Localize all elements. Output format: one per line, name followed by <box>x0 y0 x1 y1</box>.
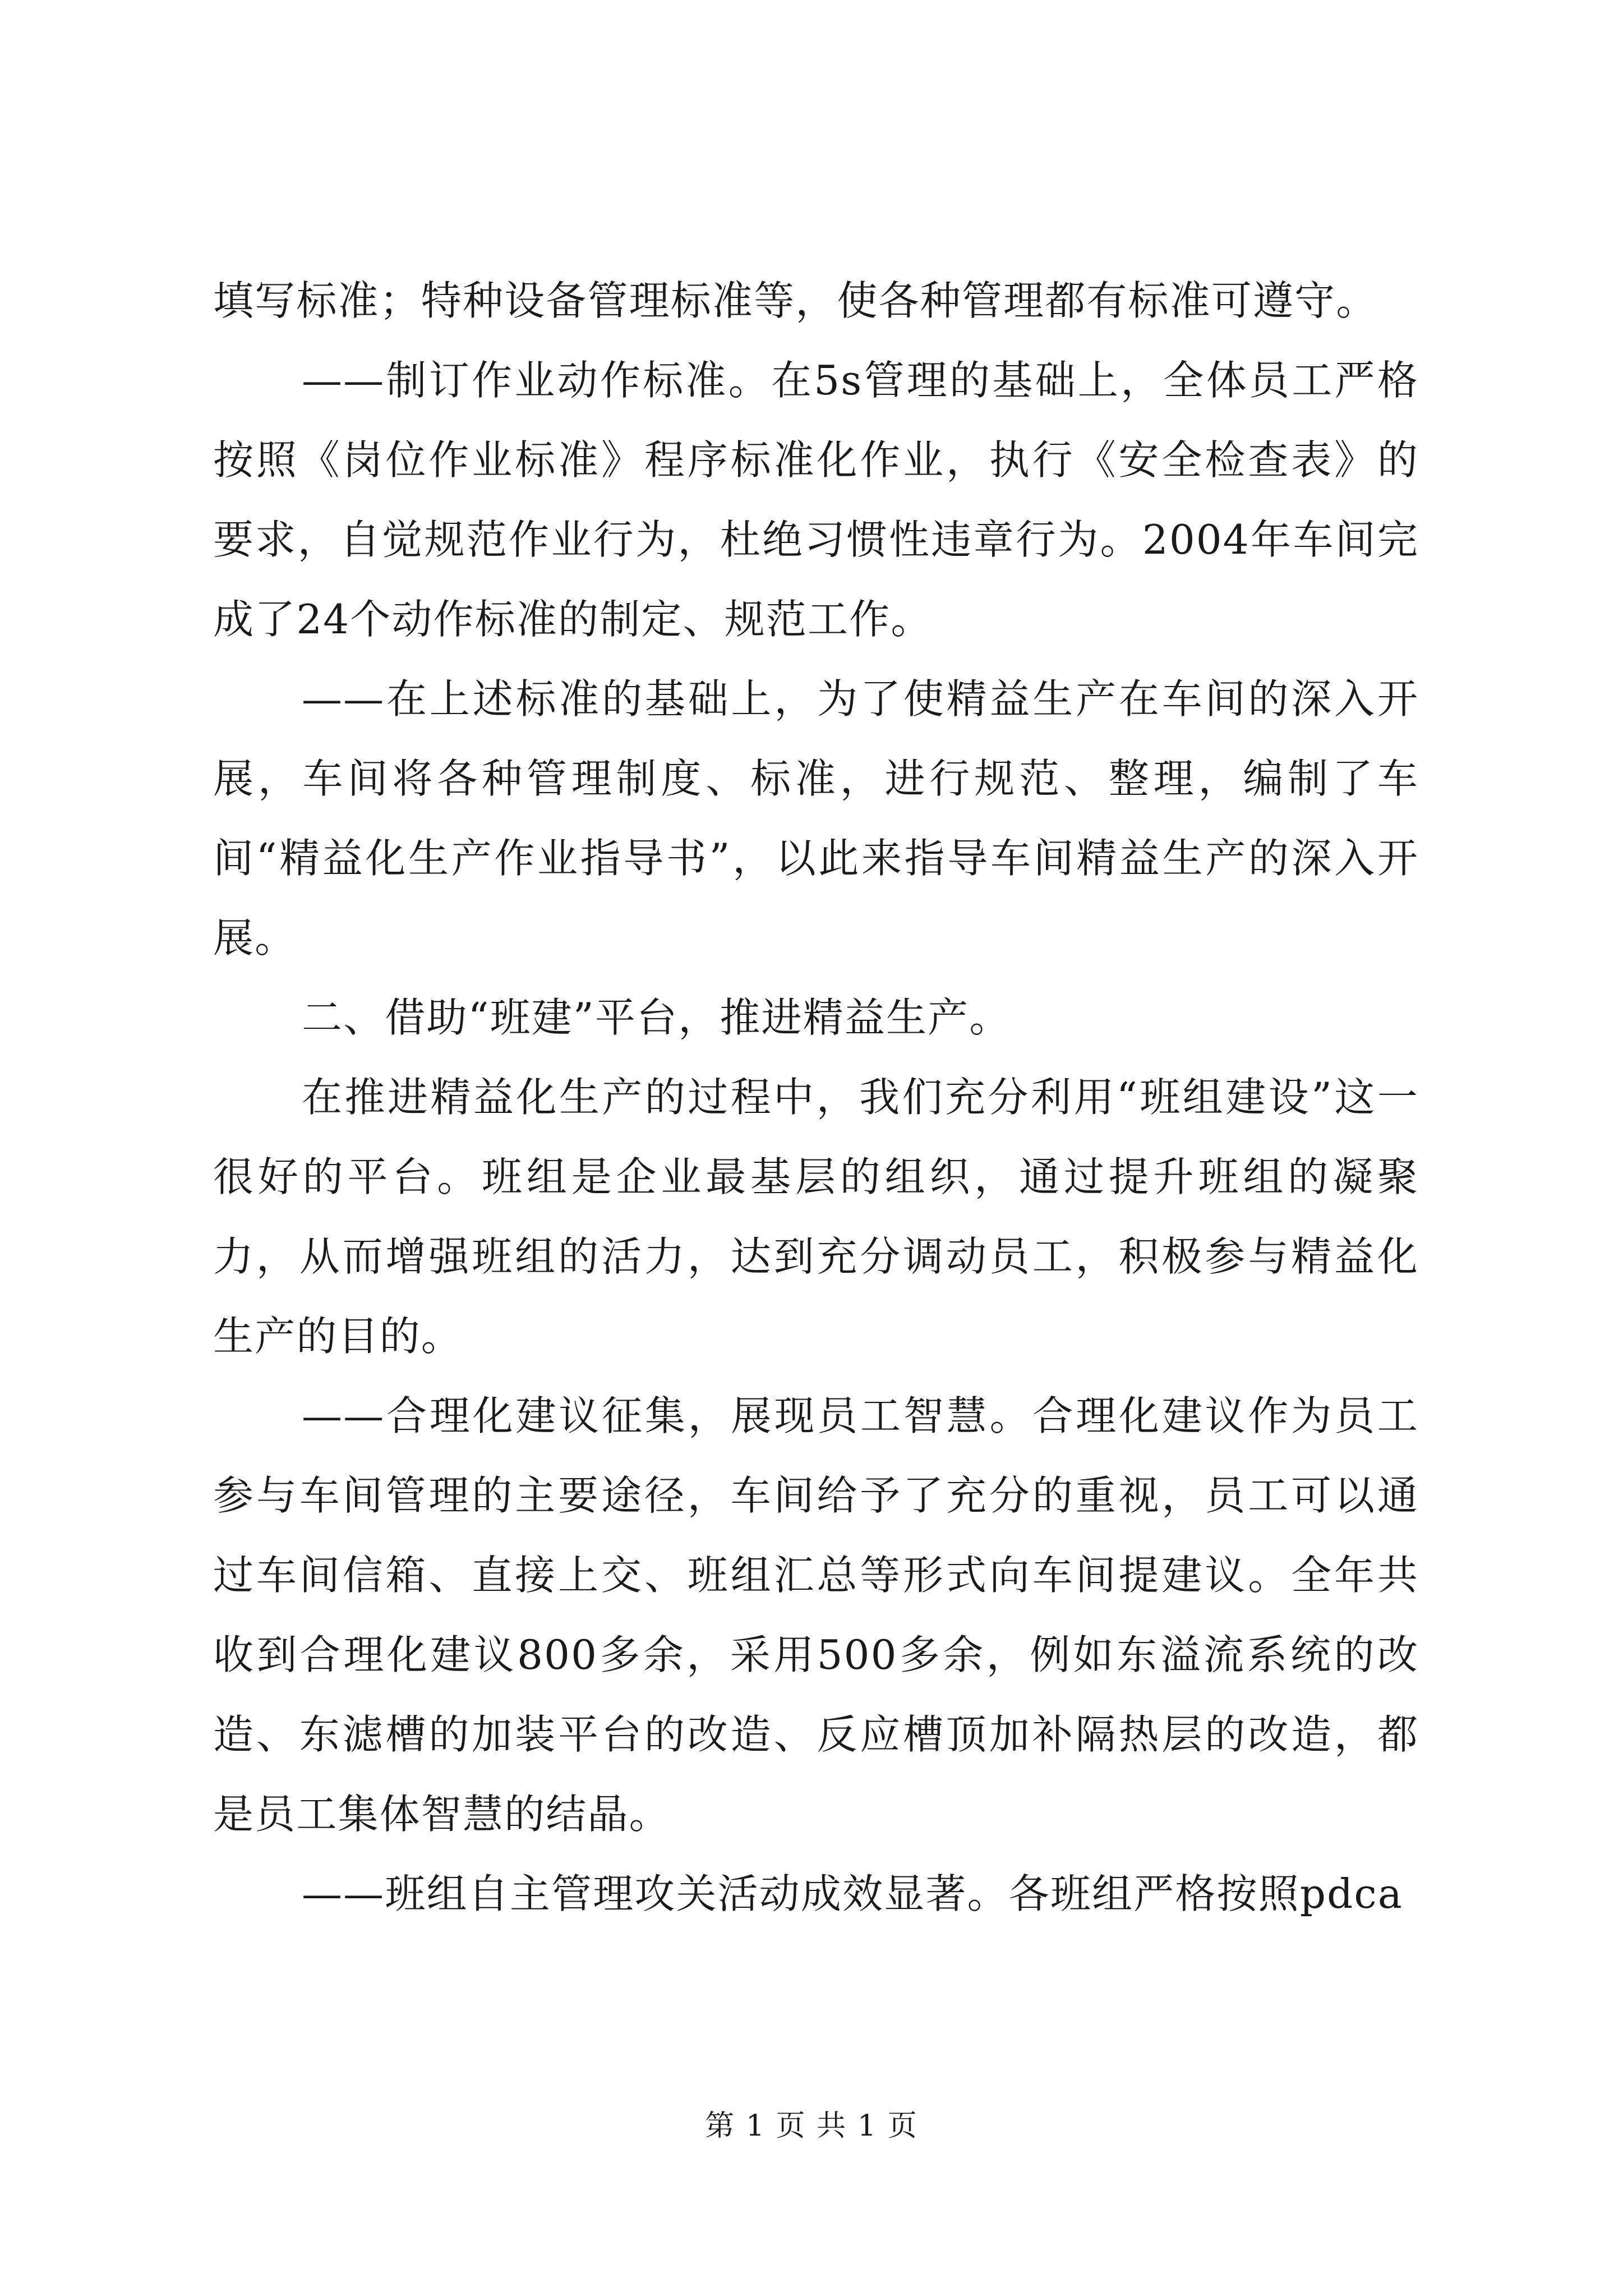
paragraph-2: ——制订作业动作标准。在5s管理的基础上，全体员工严格按照《岗位作业标准》程序标准化作业，执行《安全检查表》的要求，自觉规范作业行为，杜绝习惯性违章行为。2004年车间完成了24个动作标准的制定、规范工作。 <box>213 357 1419 643</box>
paragraph-6: ——合理化建议征集，展现员工智慧。合理化建议作为员工参与车间管理的主要途径，车间给予了充分的重视，员工可以通过车间信箱、直接上交、班组汇总等形式向车间提建议。全年共收到合理化建议800多余，采用500多余，例如东溢流系统的改造、东滤槽的加装平台的改造、反应槽顶加补隔热层的改造，都是员工集体智慧的结晶。 <box>213 1392 1419 1838</box>
paragraph-5: 在推进精益化生产的过程中，我们充分利用“班组建设”这一很好的平台。班组是企业最基层的组织，通过提升班组的凝聚力，从而增强班组的活力，达到充分调动员工，积极参与精益化生产的目的。 <box>213 1074 1419 1360</box>
paragraph-7: ——班组自主管理攻关活动成效显著。各班组严格按照pdca <box>302 1870 1403 1917</box>
page-footer: 第 1 页 共 1 页 <box>705 2109 918 2143</box>
section-heading: 二、借助“班建”平台，推进精益生产。 <box>302 994 1011 1041</box>
document-body <box>213 261 1419 1934</box>
paragraph-1: 填写标准；特种设备管理标准等，使各种管理都有标准可遵守。 <box>213 277 1378 324</box>
paragraph-3: ——在上述标准的基础上，为了使精益生产在车间的深入开展，车间将各种管理制度、标准，进行规范、整理，编制了车间“精益化生产作业指导书”，以此来指导车间精益生产的深入开展。 <box>213 675 1419 961</box>
